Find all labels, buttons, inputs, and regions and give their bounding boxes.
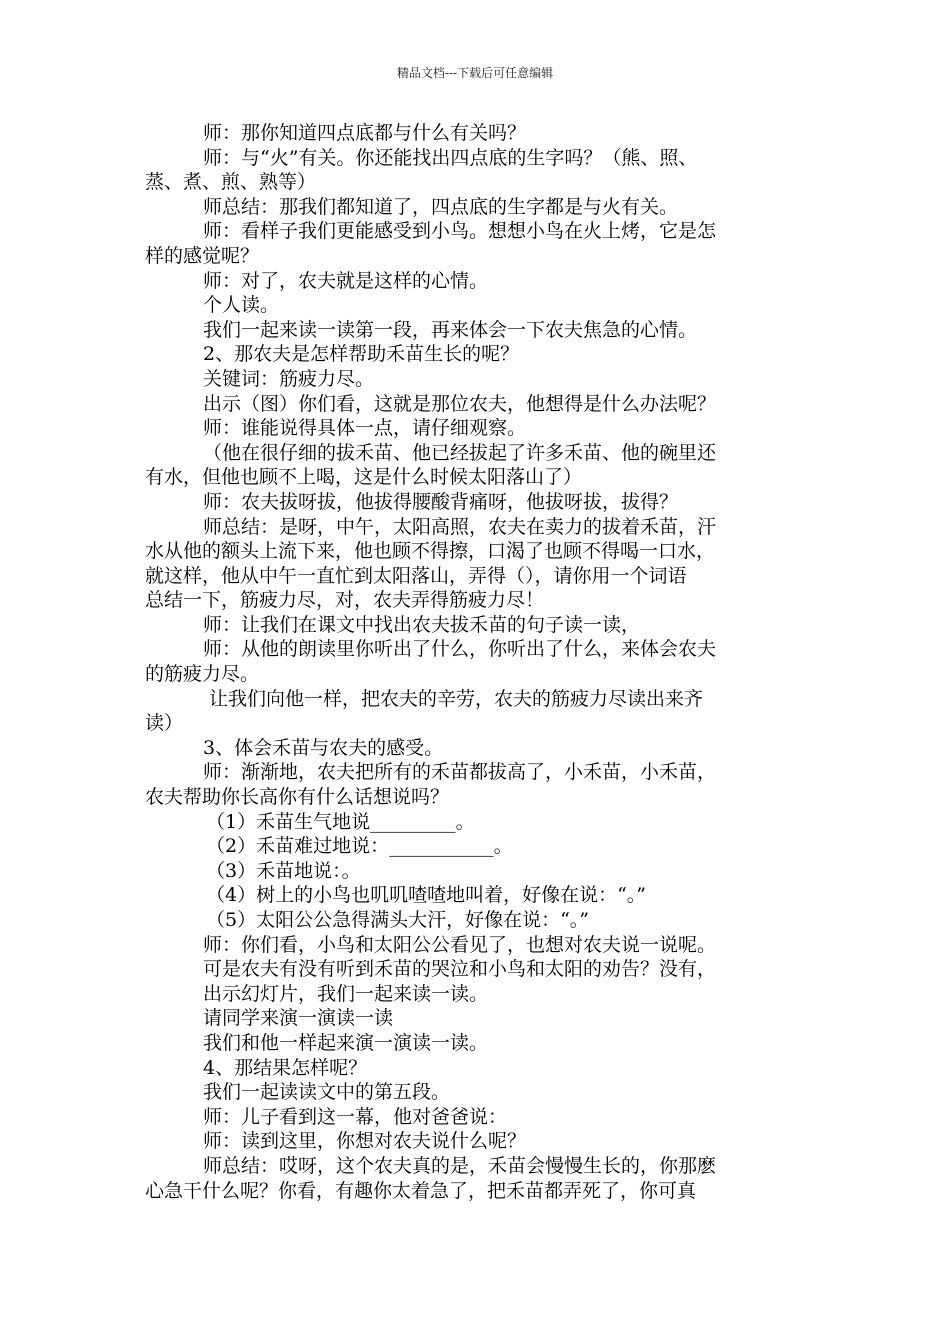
text-line: 师总结：是呀，中午，太阳高照，农夫在卖力的拔着禾苗，汗 xyxy=(203,515,717,538)
text-line: 师：让我们在课文中找出农夫拔禾苗的句子读一读， xyxy=(203,613,641,636)
text-line: 总结一下，筋疲力尽，对，农夫弄得筋疲力尽！ xyxy=(145,589,545,612)
text-line: 师：与“火”有关。你还能找出四点底的生字吗？（熊、照、 xyxy=(203,146,698,169)
text-line: 出示幻灯片，我们一起来读一读。 xyxy=(203,982,489,1005)
text-line: 水从他的额头上流下来，他也顾不得擦，口渴了也顾不得喝一口水， xyxy=(145,540,716,563)
text-line: （3）禾苗地说：。 xyxy=(206,859,361,882)
text-line: 师：对了，农夫就是这样的心情。 xyxy=(203,269,489,292)
text-line: 样的感觉呢？ xyxy=(145,244,260,267)
text-line: 3、体会禾苗与农夫的感受。 xyxy=(203,736,444,759)
text-line: 让我们向他一样，把农夫的辛劳，农夫的筋疲力尽读出来齐 xyxy=(209,687,704,710)
text-line: （2）禾苗难过地说：___________。 xyxy=(206,835,513,858)
text-line: （1）禾苗生气地说_________。 xyxy=(206,810,475,833)
text-line: 师：读到这里，你想对农夫说什么呢？ xyxy=(203,1130,527,1153)
text-line: 我们一起来读一读第一段，再来体会一下农夫焦急的心情。 xyxy=(203,318,698,341)
text-line: 师：那你知道四点底都与什么有关吗？ xyxy=(203,122,527,144)
text-line: 我们一起读读文中的第五段。 xyxy=(203,1081,451,1104)
text-line: 关键词：筋疲力尽。 xyxy=(203,367,375,390)
text-line: 心急干什么呢？你看，有趣你太着急了，把禾苗都弄死了，你可真 xyxy=(145,1179,697,1202)
text-line: 就这样，他从中午一直忙到太阳落山，弄得（），请你用一个词语 xyxy=(145,564,687,587)
text-line: 师：从他的朗读里你听出了什么，你听出了什么，来体会农夫 xyxy=(203,638,717,661)
text-line: 师总结：那我们都知道了，四点底的生字都是与火有关。 xyxy=(203,195,679,218)
text-line: 我们和他一样起来演一演读一读。 xyxy=(203,1031,489,1054)
text-line: 可是农夫有没有听到禾苗的哭泣和小鸟和太阳的劝告？没有， xyxy=(203,958,717,981)
text-line: 出示（图）你们看，这就是那位农夫，他想得是什么办法呢？ xyxy=(203,392,717,415)
text-line: 4、那结果怎样呢？ xyxy=(203,1056,368,1079)
text-line: 师：看样子我们更能感受到小鸟。想想小鸟在火上烤，它是怎 xyxy=(203,220,717,243)
text-line: 师：你们看，小鸟和太阳公公看见了，也想对农夫说一说呢。 xyxy=(203,933,717,956)
text-line: 有水，但他也顾不上喝，这是什么时候太阳落山了） xyxy=(145,466,583,489)
text-line: 的筋疲力尽。 xyxy=(145,663,260,686)
text-line: 个人读。 xyxy=(203,294,280,317)
text-line: （4）树上的小鸟也叽叽喳喳地叫着，好像在说：“。” xyxy=(206,884,647,907)
text-line: 师：谁能说得具体一点，请仔细观察。 xyxy=(203,417,527,440)
text-line: 师：农夫拔呀拔，他拔得腰酸背痛呀，他拔呀拔，拔得？ xyxy=(203,490,679,513)
text-line: 师总结：哎呀，这个农夫真的是，禾苗会慢慢生长的，你那麽 xyxy=(203,1154,717,1177)
text-line: 请同学来演一演读一读 xyxy=(203,1007,394,1030)
text-line: 师：儿子看到这一幕，他对爸爸说： xyxy=(203,1105,508,1128)
text-line: 农夫帮助你长高你有什么话想说吗？ xyxy=(145,786,450,809)
text-line: 师：渐渐地，农夫把所有的禾苗都拔高了，小禾苗，小禾苗， xyxy=(203,761,717,784)
text-line: （他在很仔细的拔禾苗、他已经拔起了许多禾苗、他的碗里还 xyxy=(203,441,717,464)
text-line: 读） xyxy=(145,712,184,735)
text-line: 蒸、煮、煎、熟等） xyxy=(145,171,317,194)
document-body xyxy=(145,121,817,1203)
text-line: （5）太阳公公急得满头大汗，好像在说：“。” xyxy=(206,909,590,931)
page-header: 精品文档---下载后可任意编辑 xyxy=(396,66,554,80)
text-line: 2、那农夫是怎样帮助禾苗生长的呢？ xyxy=(203,343,520,366)
